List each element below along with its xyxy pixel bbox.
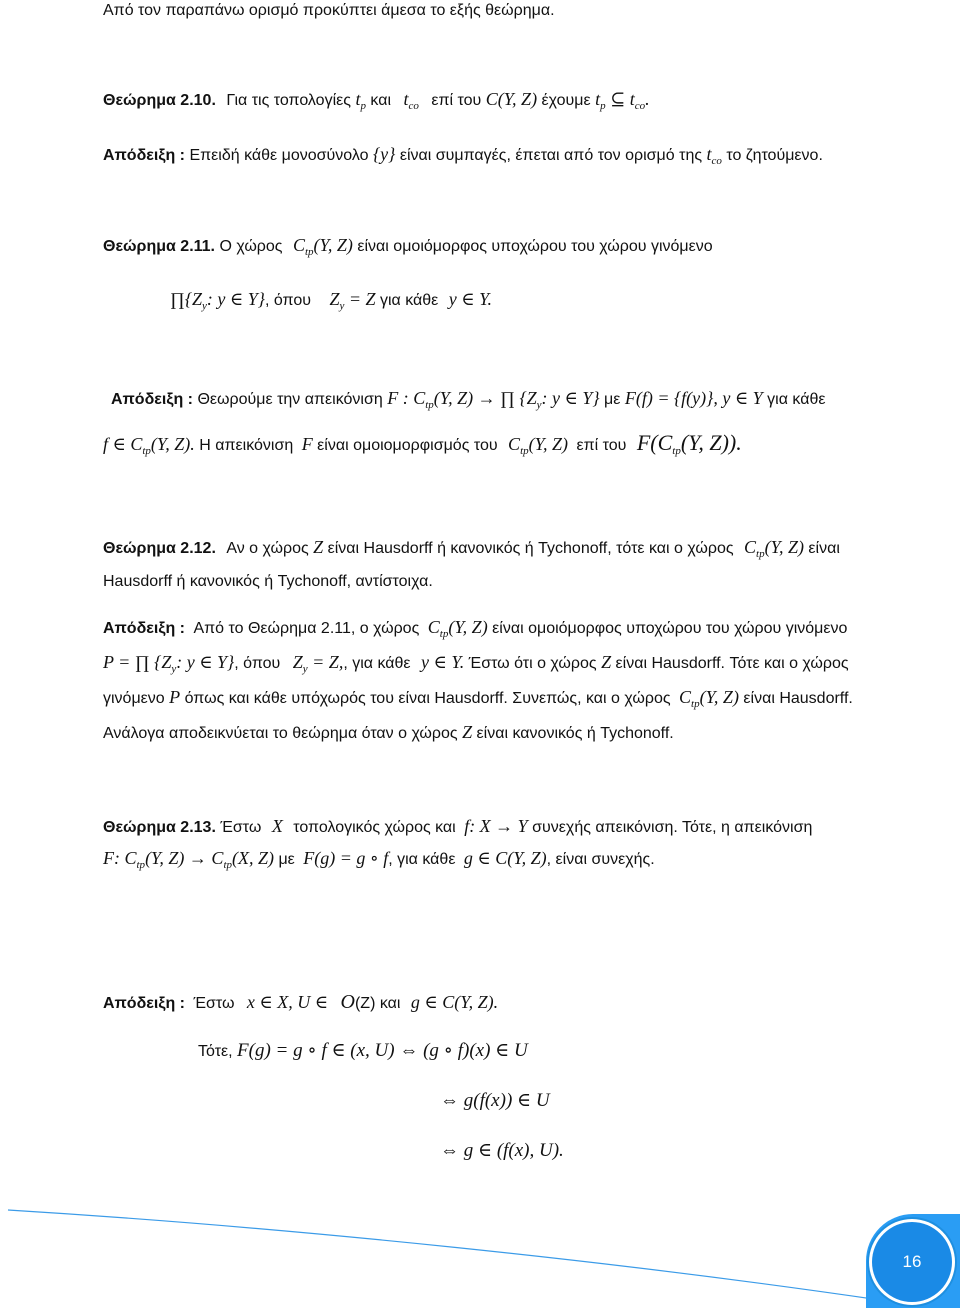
math-ctp: $C_{tp}(Y$, Z): [679, 687, 739, 710]
math-inclusion: $t_p$ ⊆ $t_{co}$.: [595, 89, 650, 112]
text: είναι Hausdorff.: [743, 690, 853, 707]
theorem-label: Θεώρημα 2.13.: [103, 819, 216, 836]
math-ctp: $C_{tp}(Y$, Z): [744, 537, 804, 560]
page-number-circle: [872, 1222, 952, 1302]
text: γινόμενο: [103, 690, 165, 707]
proof-2-12-line4: [103, 721, 674, 745]
proof-2-13-eq3: [440, 1140, 564, 1163]
page-number: 16: [902, 1252, 922, 1271]
math-map: F : $C_{tp}(Y$, Z) → ∏ {$Z_y$: y ∈ Y}: [387, 388, 600, 411]
proof-2-13-eq2: [440, 1090, 550, 1113]
proof-2-12-line2: [103, 651, 849, 680]
math-X: X: [271, 816, 283, 836]
math-Z: Z: [601, 652, 612, 672]
text: όπως και κάθε υπόχωρός του είναι Hausdorff. Συνεπώς, και ο χώρος: [184, 690, 671, 707]
proof-2-12: [103, 616, 847, 645]
math-ctp: $C_{tp}(Y$, Z): [292, 235, 353, 258]
text: , όπου: [234, 655, 281, 672]
math-image: $F(C_{tp}(Y$, Z)).: [636, 430, 742, 457]
proof-2-13: [103, 991, 498, 1015]
theorem-2-12: [103, 536, 840, 565]
text: Έστω ότι ο χώρος: [468, 655, 597, 672]
proof-label: Απόδειξη :: [103, 147, 185, 164]
math-P: P: [169, 687, 181, 707]
text: Επειδή κάθε μονοσύνολο: [189, 147, 369, 164]
text: είναι ομοιόμορφος υποχώρου του χώρου γινόμενο: [492, 620, 848, 637]
math-F: F: [301, 434, 313, 454]
text: Τότε,: [198, 1043, 233, 1060]
text: , όπου: [264, 292, 311, 309]
text: τοπολογικός χώρος και: [293, 819, 456, 836]
theorem-2-12-line2: Hausdorff ή κανονικός ή Tychonoff, αντίστοιχα.: [103, 573, 433, 590]
text: με: [604, 391, 621, 408]
proof-label: Απόδειξη :: [111, 391, 193, 408]
text: επί του: [431, 92, 482, 109]
theorem-2-13-line2: [103, 847, 655, 876]
math-zy: $Z_y = Z$,: [292, 652, 344, 675]
math-cyz: C(Y, Z): [485, 89, 538, 109]
math-ctp: $C_{tp}(Y$, Z): [427, 617, 488, 640]
math-equivalence-2: ⇔ g(f(x)) ∈ U: [440, 1090, 550, 1111]
text: Έστω: [193, 995, 235, 1012]
math-equivalence-1: F(g) = g ∘ f ∈ (x, U) ⇔ (g ∘ f)(x) ∈ U: [237, 1040, 528, 1061]
text: για κάθε: [379, 292, 439, 309]
text: για κάθε: [767, 391, 826, 408]
text: , για κάθε: [343, 655, 411, 672]
math-P-product: P = ∏ {$Z_y$: y ∈ Y}: [103, 652, 235, 675]
text: επί του: [576, 437, 627, 454]
math-Z: Z: [313, 537, 324, 557]
proof-label: Απόδειξη :: [103, 620, 185, 637]
math-f-in: f ∈ $C_{tp}(Y$, Z).: [103, 434, 195, 457]
theorem-2-11: [103, 234, 713, 263]
proof-2-13-eq1: [198, 1040, 528, 1063]
theorem-label: Θεώρημα 2.10.: [103, 92, 216, 109]
text: (Z) και: [354, 995, 401, 1012]
text: και: [370, 92, 392, 109]
math-def: F(f) = {f(y)}, y ∈ Y: [624, 388, 763, 408]
math-singleton: {y}: [372, 144, 396, 164]
text: , είναι συνεχής.: [546, 851, 655, 868]
proof-label: Απόδειξη :: [103, 995, 185, 1012]
text: Έστω: [220, 819, 262, 836]
text: το ζητούμενο.: [726, 147, 823, 164]
text: Ο χώρος: [219, 238, 283, 255]
math-tco: $t_{co}$: [706, 144, 722, 167]
math-tco: $t_{co}$: [403, 89, 419, 112]
math-Z: Z: [462, 722, 473, 742]
text: Από το Θεώρημα 2.11, ο χώρος: [193, 620, 420, 637]
text: Θεωρούμε την απεικόνιση: [197, 391, 383, 408]
theorem-label: Θεώρημα 2.12.: [103, 540, 216, 557]
math-composition: F(g) = g ∘ f: [303, 848, 389, 868]
intro-text: Από τον παραπάνω ορισμό προκύπτει άμεσα το εξής θεώρημα.: [103, 2, 555, 19]
math-y-in-Y: y ∈ Y.: [421, 652, 465, 672]
proof-2-12-line3: [103, 686, 853, 715]
theorem-2-10: [103, 88, 650, 117]
math-g-in: g ∈ C(Y, Z).: [410, 992, 499, 1012]
text: Η απεικόνιση: [199, 437, 294, 454]
math-tp: $t_p$: [355, 89, 366, 112]
math-f-map: f: X → Y: [464, 816, 528, 836]
text: είναι ομοιομορφισμός του: [317, 437, 498, 454]
theorem-2-11-line2: [170, 288, 492, 317]
text: είναι Hausdorff ή κανονικός ή Tychonoff, τότε και ο χώρος: [327, 540, 734, 557]
proof-2-10: [103, 143, 823, 172]
text: είναι Hausdorff. Τότε και ο χώρος: [615, 655, 849, 672]
text: Για τις τοπολογίες: [226, 92, 351, 109]
text: με: [278, 851, 295, 868]
text: Ανάλογα αποδεικνύεται το θεώρημα όταν ο χώρος: [103, 725, 458, 742]
text: είναι κανονικός ή Tychonoff.: [476, 725, 674, 742]
proof-2-11-line2: [103, 432, 742, 462]
math-equivalence-3: ⇔ g ∈ (f(x), U).: [440, 1140, 564, 1161]
math-ctp: $C_{tp}(Y$, Z): [508, 434, 568, 457]
math-zy: $Z_y = Z$: [329, 289, 376, 312]
proof-2-11: [111, 387, 825, 416]
math-x-in-X: x ∈ X, U ∈: [246, 992, 329, 1012]
text: Αν ο χώρος: [226, 540, 309, 557]
text: έχουμε: [541, 92, 591, 109]
text: είναι συμπαγές, έπεται από τον ορισμό της: [399, 147, 703, 164]
text: είναι: [808, 540, 840, 557]
theorem-label: Θεώρημα 2.11.: [103, 238, 215, 255]
math-y-in-Y: y ∈ Y.: [448, 289, 492, 309]
math-F-map: F: $C_{tp}(Y$, $Z) \to C_{tp}(X$, Z): [103, 848, 274, 871]
math-product: $\prod\{Z_y$: y ∈ Y}: [170, 289, 265, 312]
math-g-in: g ∈ C(Y, Z): [463, 848, 547, 868]
text: , για κάθε: [388, 851, 456, 868]
text: συνεχής απεικόνιση. Τότε, η απεικόνιση: [532, 819, 813, 836]
theorem-2-13: [103, 815, 812, 839]
text: είναι ομοιόμορφος υποχώρου του χώρου γινόμενο: [357, 238, 713, 255]
math-open-sets: O: [340, 991, 355, 1013]
